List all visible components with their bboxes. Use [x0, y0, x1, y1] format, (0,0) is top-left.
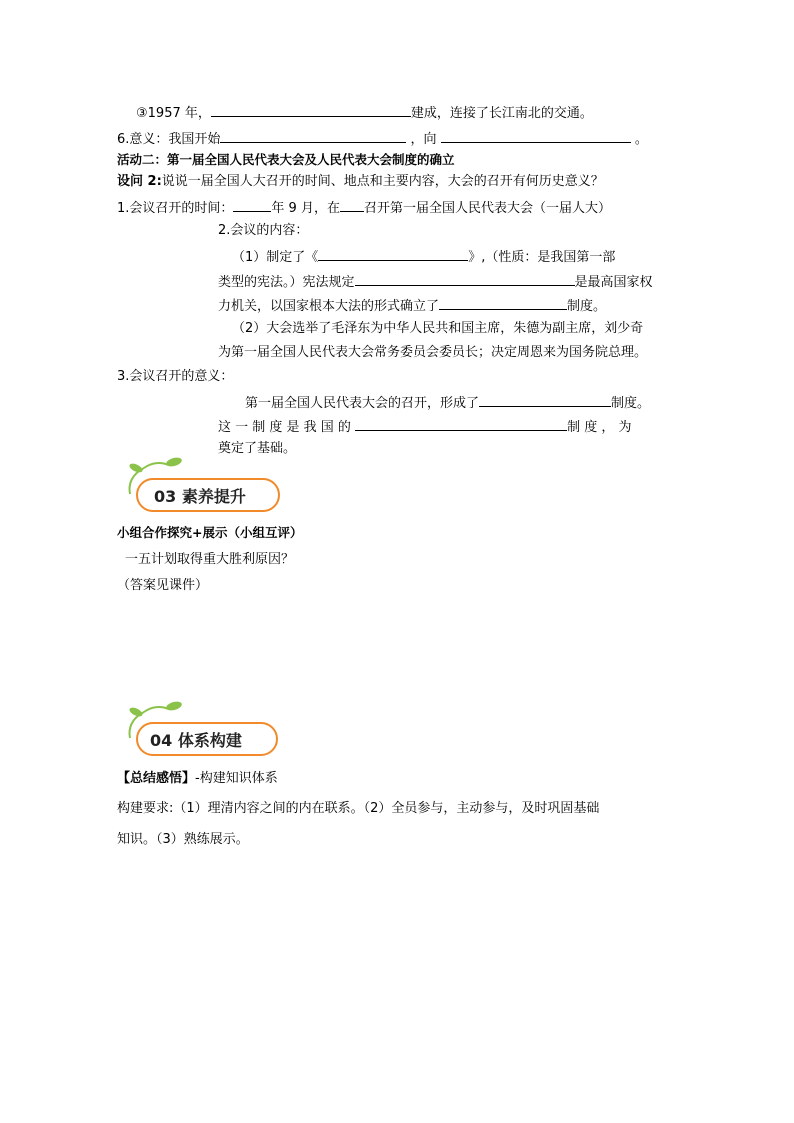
section3-question: 一五计划取得重大胜利原因？	[125, 552, 295, 567]
item3-blank-2[interactable]	[355, 416, 567, 431]
item2-p1-b: 》,（性质：是我国第一部	[468, 250, 616, 265]
q3-suffix: 建成，连接了长江南北的交通。	[410, 106, 593, 121]
item2-p1-c: 类型的宪法。）宪法规定	[218, 275, 355, 290]
item3-d: 制 度 ， 为	[567, 420, 632, 435]
item3-title: 3.会议召开的意义：	[117, 369, 234, 384]
item2-p1-line1	[232, 246, 615, 267]
section3-badge-label: 03 素养提升	[154, 487, 246, 506]
item1-line	[117, 197, 611, 218]
activity2-title: 活动二：第一届全国人民代表大会及人民代表大会制度的确立	[117, 152, 455, 167]
item2-p1-d: 是最高国家权	[574, 275, 653, 290]
item2-p1-line2	[218, 271, 653, 292]
item2-p2-line2: 为第一届全国人民代表大会常务委员会委员长；决定周恩来为国务院总理。	[218, 345, 648, 360]
item3-line1	[245, 392, 650, 413]
item2-p1-f: 制度。	[567, 299, 607, 314]
item1-prefix: 1.会议召开的时间：	[117, 201, 234, 216]
item1-mid2: 召开第一届全国人民代表大会（一届人大）	[363, 201, 611, 216]
item1-mid1: 年 9 月，在	[271, 201, 340, 216]
q6-mid: ，向	[410, 132, 437, 147]
q3-line	[136, 102, 593, 123]
question2-label: 设问 2:	[117, 174, 162, 189]
section3-answer: （答案见课件）	[117, 578, 209, 593]
q6-line	[117, 128, 648, 149]
item2-p1-e: 力机关，以国家根本大法的形式确立了	[218, 299, 440, 314]
q6-blank-2[interactable]	[441, 128, 631, 143]
section4-req-line2: 知识。（3）熟练展示。	[117, 832, 249, 847]
item3-c: 这 一 制 度 是 我 国 的	[218, 420, 351, 435]
q6-prefix: 6.意义：我国开始	[117, 132, 221, 147]
item3-line2	[218, 416, 631, 437]
item1-blank-place[interactable]	[340, 197, 364, 212]
item2-p2-line1: （2）大会选举了毛泽东为中华人民共和国主席，朱德为副主席，刘少奇	[232, 321, 644, 336]
item3-a: 第一届全国人民代表大会的召开，形成了	[245, 396, 480, 411]
constitution-blank[interactable]	[318, 246, 468, 261]
system-blank[interactable]	[439, 295, 567, 310]
summary-bracket: 【总结感悟】	[117, 771, 196, 786]
question2-text: 说说一届全国人大召开的时间、地点和主要内容，大会的召开有何历史意义？	[161, 174, 604, 189]
question2-line	[117, 173, 604, 191]
q6-suffix: 。	[634, 132, 648, 147]
highest-organ-blank[interactable]	[355, 271, 575, 286]
item2-p1-line3	[218, 295, 606, 316]
q6-blank-1[interactable]	[220, 128, 406, 143]
section3-badge	[118, 456, 288, 516]
item2-p1-a: （1）制定了《	[232, 250, 319, 265]
section3-group-title: 小组合作探究+展示（小组互评）	[117, 525, 303, 540]
item1-blank-year[interactable]	[233, 197, 271, 212]
summary-rest: -构建知识体系	[195, 771, 278, 786]
section4-badge-label: 04 体系构建	[150, 731, 242, 750]
item3-b: 制度。	[611, 396, 651, 411]
section4-summary	[117, 770, 278, 788]
section4-badge	[118, 700, 288, 760]
section4-req-line1: 构建要求:（1）理清内容之间的内在联系。（2）全员参与，主动参与，及时巩固基础	[117, 801, 600, 816]
item3-line3: 奠定了基础。	[218, 441, 297, 456]
q3-blank[interactable]	[211, 102, 411, 117]
item3-blank-1[interactable]	[479, 392, 611, 407]
q3-prefix: ③1957 年，	[136, 106, 211, 121]
item2-title: 2.会议的内容：	[218, 223, 309, 238]
